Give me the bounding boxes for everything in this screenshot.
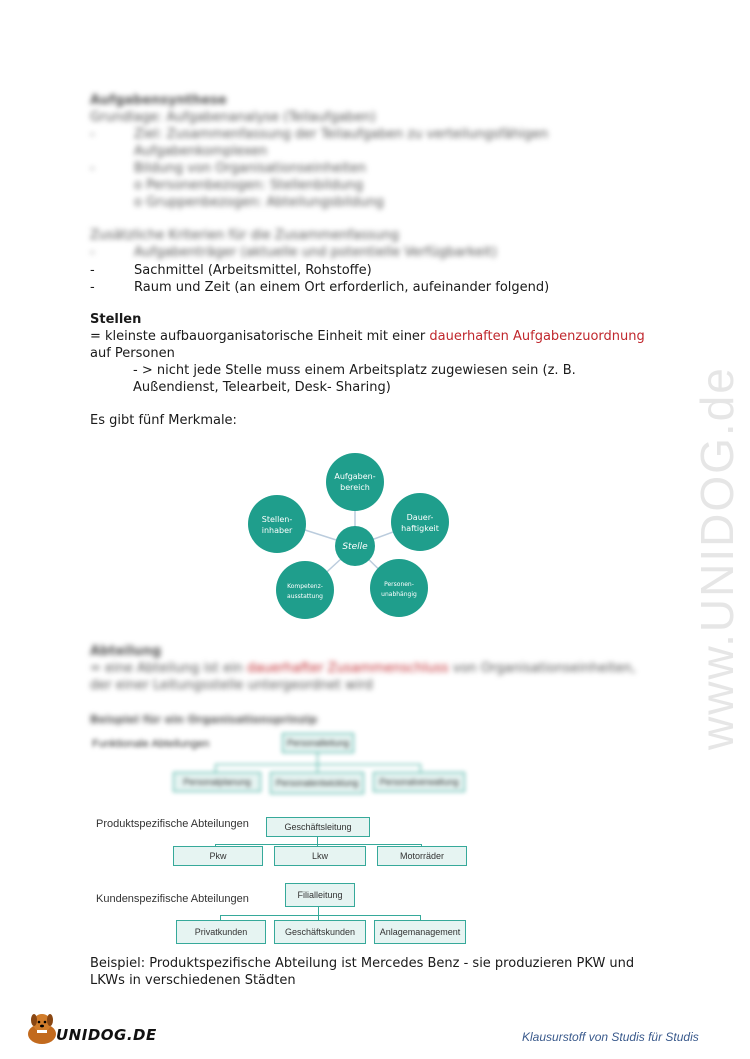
org-box: Personalleitung — [282, 733, 354, 753]
node-label-4: Kompetenz- — [287, 583, 323, 590]
node-kompetenz — [276, 561, 334, 619]
example-line: Beispiel: Produktspezifische Abteilung ist Mercedes Benz - sie produzieren PKW und — [90, 956, 635, 971]
watermark: www.UNIDOG.de — [691, 366, 743, 750]
blurred-bullet: Bildung von Organisationseinheiten — [134, 161, 367, 176]
org-box: Filialleitung — [285, 883, 355, 907]
abteilung-heading: Abteilung — [90, 644, 162, 659]
blurred-bullet: Ziel: Zusammenfassung der Teilaufgaben zu verteilungsfähigen — [134, 127, 549, 142]
org-box: Geschäftsleitung — [266, 817, 370, 837]
logo-text: UNIDOG.DE — [56, 1026, 157, 1044]
org-box: Anlagemanagement — [374, 920, 466, 944]
node-dauerhaftigkeit — [391, 493, 449, 551]
footer-tagline: Klausurstoff von Studis für Studis — [522, 1030, 699, 1044]
node-aufgabenbereich — [326, 453, 384, 511]
svg-text:inhaber: inhaber — [261, 526, 293, 535]
blurred-sub: o Gruppenbezogen: Abteilungsbildung — [134, 195, 384, 210]
list-item: Raum und Zeit (an einem Ort erforderlich, aufeinander folgend) — [134, 280, 550, 295]
node-personenunabhaengig — [370, 559, 428, 617]
blurred-criteria: Zusätzliche Kriterien für die Zusammenfassung — [90, 228, 400, 243]
center-label: Stelle — [342, 542, 368, 552]
unidog-logo — [22, 1010, 157, 1048]
svg-text:unabhängig: unabhängig — [381, 591, 417, 598]
org-box: Personalplanung — [173, 772, 261, 792]
org-heading: Beispiel für ein Organisationsprinzip — [90, 713, 318, 726]
org-customer-label: Kundenspezifische Abteilungen — [96, 893, 249, 905]
node-label-3: Personen- — [384, 581, 414, 588]
stellen-note: - > nicht jede Stelle muss einem Arbeitsplatz zugewiesen sein (z. B. — [133, 363, 576, 378]
stellen-diagram — [240, 450, 470, 630]
stellen-definition-end: auf Personen — [90, 346, 175, 361]
abteilung-definition-2: der einer Leitungsstelle untergeordnet wird — [90, 678, 373, 693]
svg-text:ausstattung: ausstattung — [287, 593, 323, 600]
list-dash: - — [90, 280, 95, 295]
org-box: Motorräder — [377, 846, 467, 866]
node-label-2: Dauer- — [406, 513, 434, 522]
abteilung-definition: = eine Abteilung ist ein dauerhafter Zusammenschluss von Organisationseinheiten, — [90, 661, 636, 676]
list-dash: - — [90, 263, 95, 278]
stellen-definition: = kleinste aufbauorganisatorische Einheit mit einer dauerhaften Aufgabenzuordnung — [90, 329, 645, 344]
svg-text:bereich: bereich — [340, 483, 370, 492]
node-stelleninhaber — [248, 495, 306, 553]
svg-text:haftigkeit: haftigkeit — [401, 524, 439, 533]
org-box: Lkw — [274, 846, 366, 866]
stellen-note: Außendienst, Telearbeit, Desk- Sharing) — [133, 380, 391, 395]
blurred-sub: o Personenbezogen: Stellenbildung — [134, 178, 364, 193]
blurred-bullet-cont: Aufgabenkomplexen — [134, 144, 268, 159]
org-box: Personalentwicklung — [270, 772, 364, 794]
org-box: Personalverwaltung — [373, 772, 465, 792]
org-box: Privatkunden — [176, 920, 266, 944]
node-label-5: Stellen- — [261, 515, 293, 524]
org-box: Geschäftskunden — [274, 920, 366, 944]
stellen-heading: Stellen — [90, 312, 142, 327]
org-product-label: Produktspezifische Abteilungen — [96, 818, 249, 830]
merkmale-text: Es gibt fünf Merkmale: — [90, 413, 237, 428]
blurred-line: Grundlage: Aufgabenanalyse (Teilaufgaben) — [90, 110, 376, 125]
example-line: LKWs in verschiedenen Städten — [90, 973, 296, 988]
org-functional-label: Funktionale Abteilungen — [92, 738, 210, 750]
org-box: Pkw — [173, 846, 263, 866]
list-item: Sachmittel (Arbeitsmittel, Rohstoffe) — [134, 263, 372, 278]
blurred-criterion: Aufgabenträger (aktuelle und potentielle Verfügbarkeit) — [134, 245, 497, 260]
node-label-1: Aufgaben- — [334, 472, 376, 481]
blurred-heading: Aufgabensynthese — [90, 93, 227, 108]
